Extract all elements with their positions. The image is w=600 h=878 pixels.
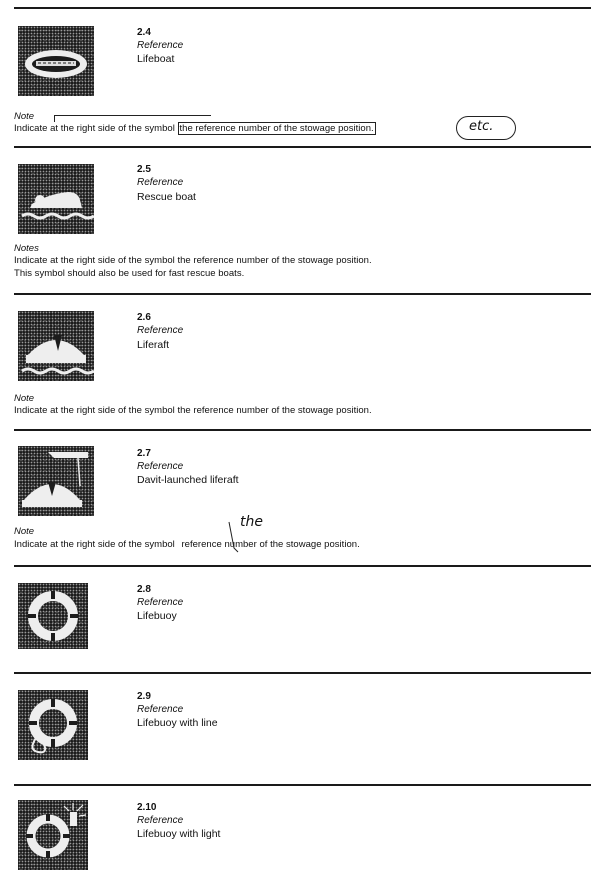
note-heading: Notes bbox=[14, 243, 39, 254]
handwritten-text: etc. bbox=[469, 119, 494, 134]
entry-reference-label: Reference bbox=[137, 40, 184, 51]
note-heading: Note bbox=[14, 526, 35, 537]
lifeboat-icon bbox=[18, 26, 94, 96]
note-text: This symbol should also be used for fast rescue boats. bbox=[14, 268, 245, 279]
liferaft-icon bbox=[18, 311, 94, 381]
entry-title: Lifebuoy bbox=[137, 610, 177, 622]
entry-title: Davit-launched liferaft bbox=[137, 474, 239, 486]
note-text-part: Indicate at the right side of the symbol bbox=[14, 539, 175, 550]
note-text: Indicate at the right side of the symbol the reference number of the stowage position. bbox=[14, 255, 372, 266]
top-rule bbox=[14, 7, 591, 9]
handwritten-caret bbox=[227, 520, 241, 554]
entry-number: 2.6 bbox=[137, 312, 151, 323]
lifebuoy-light-icon bbox=[18, 800, 88, 870]
entry-title: Lifebuoy with line bbox=[137, 717, 218, 729]
entry-number: 2.9 bbox=[137, 691, 151, 702]
entry-title: Liferaft bbox=[137, 339, 170, 351]
entry-number: 2.4 bbox=[137, 27, 151, 38]
entry-number: 2.8 bbox=[137, 584, 151, 595]
davit-liferaft-icon bbox=[18, 446, 94, 516]
note-text-part: at the right side of the symbol bbox=[50, 123, 175, 134]
section-divider bbox=[14, 429, 591, 431]
note-text bbox=[14, 539, 360, 550]
entry-reference-label: Reference bbox=[137, 815, 184, 826]
note-text-part: Indicate bbox=[14, 123, 48, 134]
note-heading: Note bbox=[14, 393, 35, 404]
lifebuoy-icon bbox=[18, 583, 88, 649]
handwritten-insertion: the bbox=[240, 514, 263, 530]
section-divider bbox=[14, 146, 591, 148]
entry-title: Lifeboat bbox=[137, 53, 175, 65]
note-text: Indicate at the right side of the symbol the reference number of the stowage position. bbox=[14, 405, 372, 416]
entry-reference-label: Reference bbox=[137, 177, 184, 188]
entry-number: 2.7 bbox=[137, 448, 151, 459]
entry-number: 2.5 bbox=[137, 164, 151, 175]
section-divider bbox=[14, 293, 591, 295]
lifebuoy-line-icon bbox=[18, 690, 88, 760]
rescue-boat-icon bbox=[18, 164, 94, 234]
section-divider bbox=[14, 565, 591, 567]
note-heading: Note bbox=[14, 111, 35, 122]
entry-reference-label: Reference bbox=[137, 325, 184, 336]
entry-number: 2.10 bbox=[137, 802, 157, 813]
entry-title: Lifebuoy with light bbox=[137, 828, 221, 840]
handwritten-bracket bbox=[54, 115, 211, 122]
entry-reference-label: Reference bbox=[137, 597, 184, 608]
note-text-boxed: the reference number of the stowage position. bbox=[179, 123, 374, 134]
section-divider bbox=[14, 672, 591, 674]
handwritten-annotation bbox=[456, 116, 516, 140]
note-text bbox=[14, 123, 376, 134]
note-text-part: reference number of the stowage position. bbox=[181, 539, 360, 550]
section-divider bbox=[14, 784, 591, 786]
entry-reference-label: Reference bbox=[137, 461, 184, 472]
entry-reference-label: Reference bbox=[137, 704, 184, 715]
entry-title: Rescue boat bbox=[137, 191, 196, 203]
